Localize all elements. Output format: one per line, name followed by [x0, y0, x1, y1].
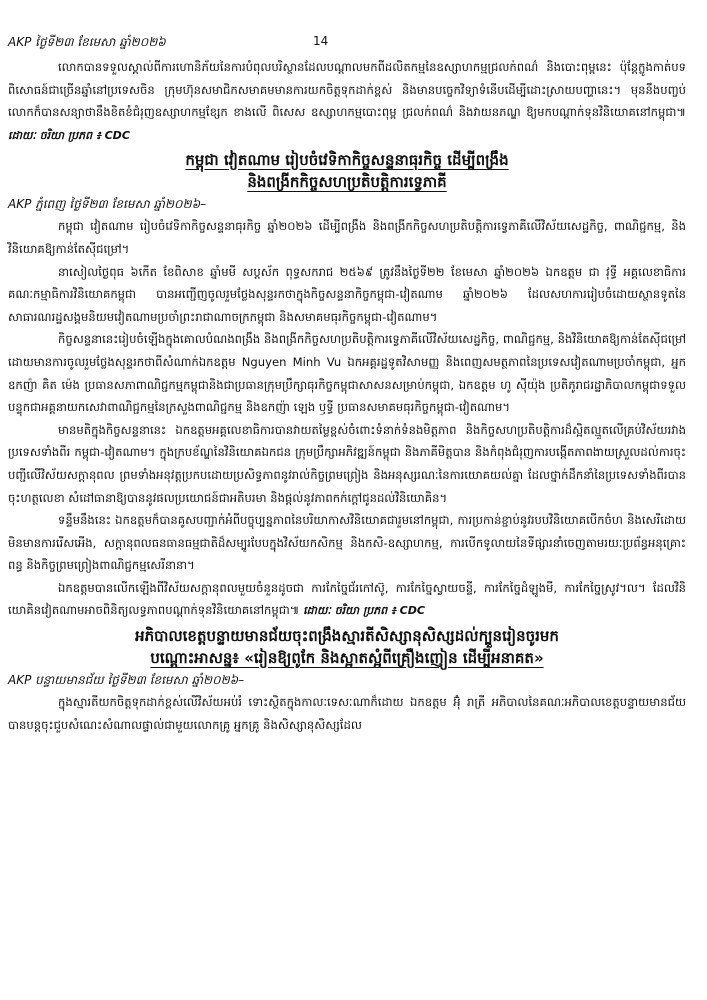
article-paragraph: ក្នុងស្មារតីយកចិត្តទុកដាក់ខ្ពស់លើវិស័យអប់រំ ទោះស្ថិតក្នុងកាលៈទេសៈណាក៏ដោយ ឯកឧត្តម អ៊ុំ រាត្រី អភិបាលនៃគណៈអភិបាលខេត្តបន្ទាយមានជ័យ បានបន្តចុះជួបសំណេះសំណាលផ្ទាល់ជាមួយលោកគ្រូ អ្នកគ្រូ និងសិស្សានុសិស្សដែល: [8, 695, 686, 732]
article-byline: ដោយៈ ចរិយា ប្រភព ៖ CDC: [8, 128, 130, 142]
paragraph-text: ឯកឧត្តមបានលើកឡើងពីវិស័យសក្តានុពលមួយចំនួនដូចជា ការកែច្នៃជ័រកៅស៊ូ, ការកែច្នៃស្វាយចន្ទី, ការកែច្នៃដំឡូងមី, ការកែច្នៃស្រូវ។ល។ ដែលវិនិយោគិនវៀតណាមអាចពិនិត្យលទ្ធភាពបណ្តាក់ទុនវិនិយោគនៅកម្ពុជា៕: [8, 580, 686, 618]
article-continued: [8, 56, 686, 147]
article-dateline: AKP ភ្នំពេញ ថ្ងៃទី២៣ ខែមេសា ឆ្នាំ២០២៦–: [8, 197, 207, 212]
article-dateline: AKP បន្ទាយមានជ័យ ថ្ងៃទី២៣ ខែមេសា ឆ្នាំ២០២៦–: [8, 673, 245, 688]
headline-line-1: អភិបាលខេត្តបន្ទាយមានជ័យចុះពង្រឹងស្មារតីសិស្សានុសិស្សដល់ក្បួនរៀនចូរមក: [135, 627, 559, 646]
paragraph-text: លោកបានទទួលស្គាល់ពីការហោនិភ័យនៃការបំពុលបរិស្ថានដែលបណ្តាលមកពីដលិតកម្មនៃឧស្សាហកម្មជ្រលក់ពណ៌ និងបោះពុម្ពនេះ ប៉ុន្តែក្លូងកាត់បទពិសោធន៍ជាច្រើនឆ្នាំនៅប្រទេសចិន ក្រុមហ៊ុនសមាជិកសមាគមមានការយកចិត្តទុកដាក់ខ្ពស់ និងមានបច្ចេកវិទ្យាទំនើបដើម្បីដោះស្រាយបញ្ហានេះ។ មុននឹងបញ្ចប់ លោកក៏បានសន្យាថានឹងខិតខំជំរុញឧស្សាហកម្មខ្សែក ខាងលើ ពិសេស ឧស្សាហកម្មបោះពុម្ព ជ្រលក់ពណ៌ និងវាយនភណ្ឌ ឱ្យមកបណ្ដាក់ទុនវិនិយោគនៅកម្ពុជា៕: [8, 60, 686, 120]
page-number: 14: [313, 34, 329, 48]
article-paragraph: [8, 56, 686, 147]
article-byline: ដោយៈ ចរិយា ប្រភព ៖ CDC: [303, 604, 425, 618]
article-paragraph: កម្ពុជា វៀតណាម រៀបចំវេទិកាកិច្ចសន្ទនាធុរកិច្ច ឆ្នាំ២០២៦ ដើម្បីពង្រឹង និងពង្រីកកិច្ចសហប្រតិបត្តិការទ្វេភាគីលើវិស័យសេដ្ឋកិច្ច, ពាណិជ្ជកម្ម, និងវិនិយោគឱ្យកាន់តែស៊ីជម្រៅ។: [8, 219, 686, 256]
article-paragraph: មានមតិក្នុងកិច្ចសន្ទនានេះ ឯកឧត្តមអគ្គលេខាធិការបានវាយតម្លៃខ្ពស់ចំពោះទំនាក់ទំនងមិត្តភាព និងកិច្ចសហប្រតិបត្តិការដ៏ស្អិតល្មួតលើគ្រប់វិស័យរវាងប្រទេសទាំងពីរ កម្ពុជា-វៀតណាម។ ក្នុងក្របខ័ណ្ឌនៃវិនិយោគឯកជន ក្រុមប្រឹក្សាអភិវឌ្ឍន៍កម្ពុជា និងភាគីមិត្តបាន និងកំពុងជំរុញការបង្កើតភាពងាយស្រួលដល់ការចុះបញ្ជីលើវិស័យសក្តានុពល ព្រមទាំងអនុវត្តប្រកបដោយប្រសិទ្ធភាពនូវរាល់កិច្ចព្រមព្រៀង និងអនុស្សរណៈនៃការយោគយល់គ្នា ដែលថ្នាក់ដឹកនាំនៃប្រទេសទាំងពីរបានចុះហត្ថលេខា សំដៅធានាឱ្យបាននូវផលប្រយោជន៍ជាអតិបរមា និងផ្តល់នូវភាពកក់ក្តៅជូនដល់វិនិយោគិន។: [8, 422, 686, 505]
article-paragraph: [8, 577, 686, 623]
article-headline: [8, 625, 686, 669]
headline-line-1: កម្ពុជា វៀតណាម រៀបចំវេទិកាកិច្ចសន្ទនាធុរកិច្ច ដើម្បីពង្រឹង: [185, 151, 509, 170]
article-cambodia-vietnam: [8, 149, 686, 623]
header-dateline: AKP ថ្ងៃទី២៣ ខែមេសា ឆ្នាំ២០២៦: [8, 35, 166, 49]
article-banteay-meanchey: [8, 625, 686, 736]
headline-line-2: និងពង្រីកកិច្ចសហប្រតិបត្តិការទ្វេភាគី: [247, 173, 447, 192]
page-header: [8, 34, 686, 56]
article-paragraph: នាសៀលថ្ងៃពុធ ៦កើត ខែពិសាខ ឆ្នាំមមី សប្តស័ក ពុទ្ធសករាជ ២៥៦៩ ត្រូវនឹងថ្ងៃទី២២ ខែមេសា ឆ្នាំ២០២៦ ឯកឧត្តម ជា វុទ្ធី អគ្គលេខាធិការគណៈកម្មាធិការវិនិយោគកម្ពុជា បានអញ្ជើញចូលរួមថ្លែងសុន្ទរកថាក្នុងកិច្ចសន្ទនាកិច្ចកម្ពុជា-វៀតណាម ឆ្នាំ២០២៦ ដែលសហការរៀបចំដោយស្ថានទូតនៃសាធារណរដ្ឋសង្គមនិយមវៀតណាមប្រចាំព្រះរាជាណាចក្រកម្ពុជា និងសមាគមធុរកិច្ចកម្ពុជា-វៀតណាម។: [8, 264, 686, 324]
article-paragraph: ទន្ទឹមនឹងនេះ ឯកឧត្តមក៏បានគូសបញ្ជាក់អំពីបច្ចុប្បន្នភាពនៃបរិយាកាសវិនិយោគជារួមនៅកម្ពុជា, ការប្រកាន់ខ្ជាប់នូវរបបវិនិយោគបើកចំហ និងសេរីដោយមិនមានការរើសអើង, សក្តានុពលធនធានធម្មជាតិដ៏សម្បូរបែបក្នុងវិស័យកសិកម្ម និងកសិ-ឧស្សាហកម្ម, ការបើកទូលាយនៃទីផ្សារនាំចេញតាមរយៈប្រព័ន្ធអនុគ្រោះពន្ធ និងកិច្ចព្រមព្រៀងពាណិជ្ជកម្មសេរីនានា។: [8, 513, 686, 573]
article-paragraph: កិច្ចសន្ទនានេះរៀបចំឡើងក្នុងគោលបំណងពង្រឹង និងពង្រីកកិច្ចសហប្រតិបត្តិការទ្វេភាគីលើវិស័យសេដ្ឋកិច្ច, ពាណិជ្ជកម្ម, និងវិនិយោគឱ្យកាន់តែស៊ីជម្រៅ ដោយមានការចូលរួមថ្លែងសុន្ទរកថាពីសំណាក់ឯកឧត្តម Nguyen Minh Vu ឯកអគ្គរដ្ឋទូតវិសាមញ្ញ និងពេញសមត្ថភាពនៃប្រទេសវៀតណាមប្រចាំកម្ពុជា, អ្នកឧកញ៉ា គិត ម៉េង ប្រធានសភាពាណិជ្ជកម្មកម្ពុជានិងជាប្រធានក្រុមប្រឹក្សាធុរកិច្ចកម្ពុជាសាសនសម្រាប់កម្ពុជា, ឯកឧត្តម ហូ ស៊ីយ៉ុង ប្រតិភូរាជរដ្ឋាភិបាលកម្ពុជាទទួលបន្ទុកជាអគ្គនាយកសេវាពាណិជ្ជកម្មនៃក្រសួងពាណិជ្ជកម្ម និងឧកញ៉ា ឡេង ឫទ្ធី ប្រធានសមាគមធុរកិច្ចកម្ពុជា-វៀតណាម។: [8, 332, 686, 415]
article-headline: [8, 149, 686, 193]
headline-line-2: បណ្តោះអាសន្ន៖ «រៀនឱ្យពូកែ និងស្អាតស្អំពីគ្រឿងញៀន ដើម្បីអនាគត»: [150, 649, 544, 668]
